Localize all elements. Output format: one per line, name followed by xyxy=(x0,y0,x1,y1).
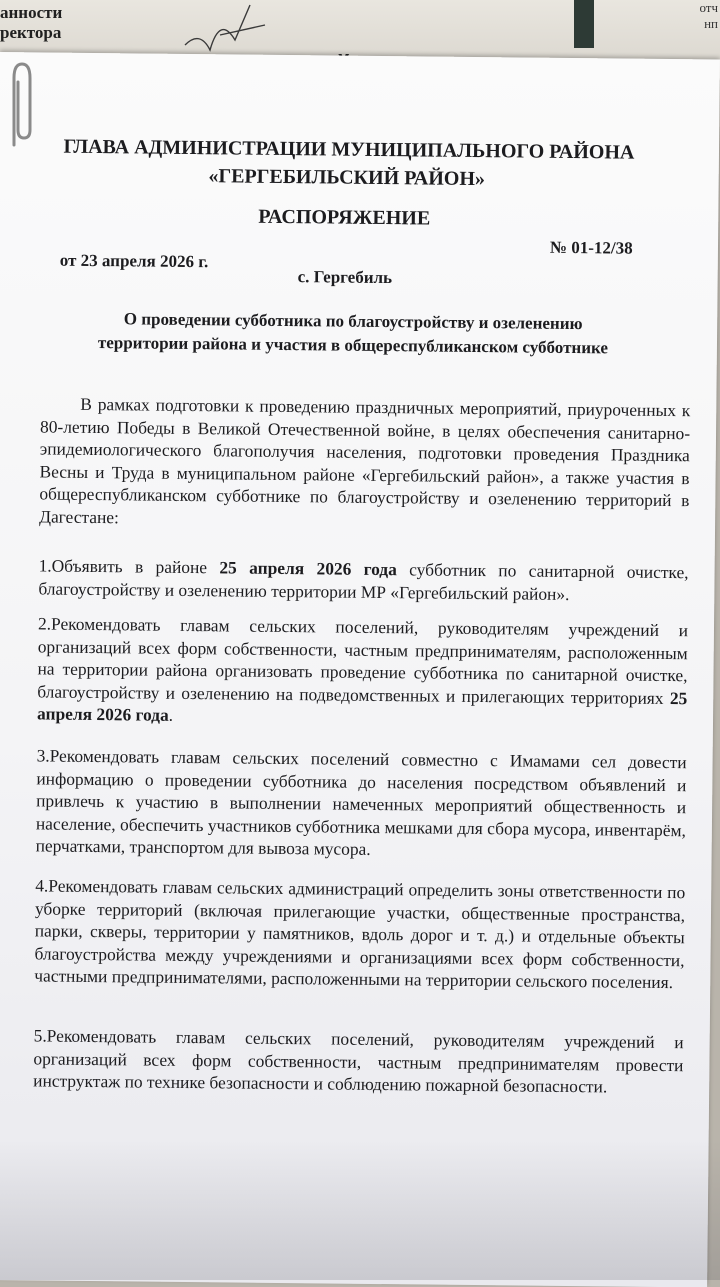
background-text-fragment: нп xyxy=(704,16,718,31)
document-number: № 01-12/38 xyxy=(549,237,633,258)
subject-line: территории района и участия в общереспубликанском субботнике xyxy=(97,333,609,358)
background-text-fragment: ректора xyxy=(0,23,62,42)
authority-title: ГЛАВА АДМИНИСТРАЦИИ МУНИЦИПАЛЬНОГО РАЙОНА xyxy=(63,135,635,164)
background-text-fragment: анности xyxy=(0,3,63,22)
folder-edge xyxy=(574,0,594,48)
paper-clip-icon xyxy=(4,60,38,150)
item-date-bold: 25 апреля 2026 года xyxy=(219,557,397,580)
authority-subtitle: «ГЕРГЕБИЛЬСКИЙ РАЙОН» xyxy=(208,165,486,191)
item-paragraph xyxy=(38,554,688,606)
document-place: с. Гергебиль xyxy=(297,267,393,288)
document-type: РАСПОРЯЖЕНИЕ xyxy=(258,205,431,230)
document-page xyxy=(0,52,720,1287)
document-subject xyxy=(53,307,653,361)
item-paragraph xyxy=(37,612,688,731)
background-text-right xyxy=(699,0,718,32)
item-text: 1.Объявить в районе xyxy=(38,555,220,578)
subject-line: О проведении субботника по благоустройству и озеленению xyxy=(123,309,583,334)
item-paragraph: 5.Рекомендовать главам сельских поселений, руководителям учреждений и организаций всех форм собственности, частным предпринимателям провести инструктаж по технике безопасности и соблюдению пожарной безопасности. xyxy=(33,1025,684,1097)
intro-paragraph: В рамках подготовки к проведению праздничных мероприятий, приуроченных к 80-летию Победы в Великой Отечественной войне, в целях обеспечения санитарно-эпидемиологического благополучия населения, подготовки проведения Праздника Весны и Труда в муниципальном районе «Гергебильский район», а также участия в общереспубликанском субботнике по благоустройству и озеленению территорий в Дагестане: xyxy=(39,393,691,527)
item-paragraph: 3.Рекомендовать главам сельских поселений совместно с Имамами сел довести информацию о проведении субботника до населения посредством объявлений и привлечь к участию в выполнении намеченных мероприятий общественность и население, обеспечить участников субботника мешками для сбора мусора, инвентарём, перчатками, транспортом для вывоза мусора. xyxy=(35,745,687,859)
item-text: . xyxy=(168,704,174,725)
item-paragraph: 4.Рекомендовать главам сельских администраций определить зоны ответственности по уборке территорий (включая прилегающие участки, общественные пространства, парки, скверы, территории у памятников, вдоль дорог и т. д.) и отдельные объекты благоустройства между учреждениями и организациями всех форм собственности, частными предпринимателями, расположенными на территории сельского поселения. xyxy=(34,875,686,993)
document-date: от 23 апреля 2026 г. xyxy=(59,250,209,272)
item-text: субботник по санитарной очистке, благоустройству и озеленению территории МР «Гергебильский район». xyxy=(38,559,689,604)
signature-scribble-icon xyxy=(180,0,280,60)
item-text: 2.Рекомендовать главам сельских поселений, руководителям учреждений и организаций всех форм собственности, частным предпринимателям, расположенным на территории района организовать проведение субботника по санитарной очистке, благоустройству и озеленению на подведомственных и прилегающих территориях xyxy=(37,613,689,708)
background-text-fragment: отч xyxy=(699,0,718,15)
item-date-bold: 25 апреля 2026 года xyxy=(36,687,688,725)
